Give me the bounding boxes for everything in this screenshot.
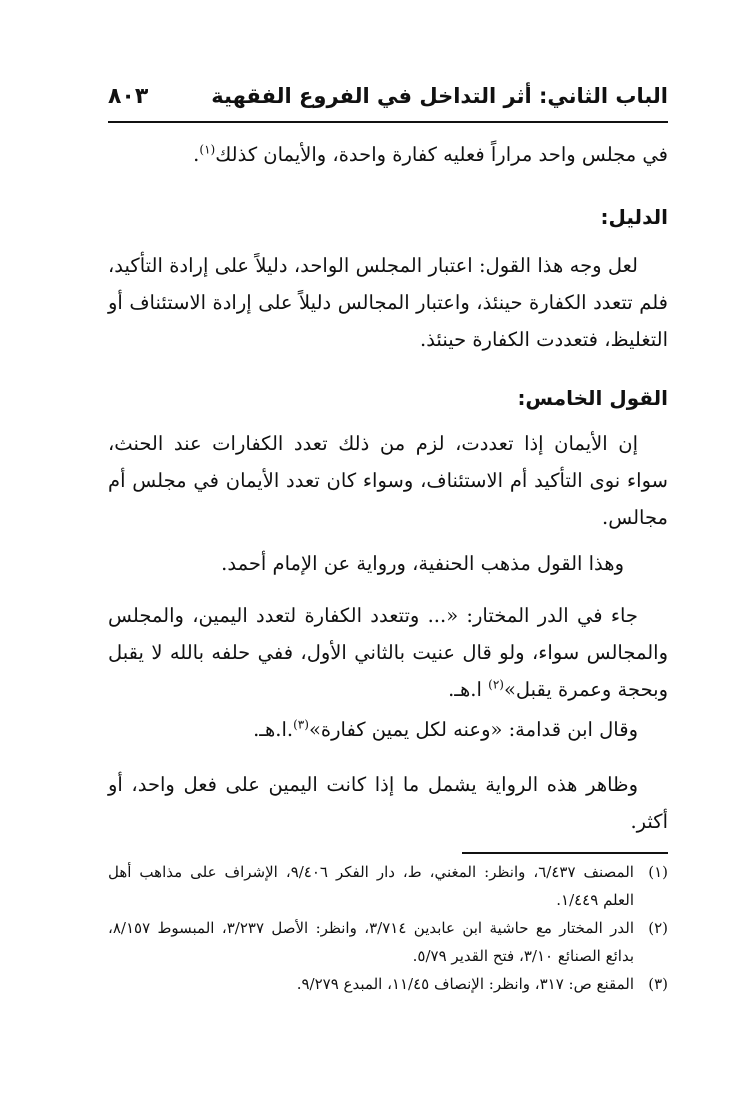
paragraph-text: في مجلس واحد مراراً فعليه كفارة واحدة، والأيمان كذلك: [215, 143, 668, 166]
footnote-number: (٢): [648, 919, 668, 937]
paragraph-riwaya: وظاهر هذه الرواية يشمل ما إذا كانت اليمين على فعل واحد، أو أكثر.: [108, 773, 668, 833]
running-header: [108, 78, 668, 114]
footnote-ref: (٢): [488, 677, 504, 692]
footnote-number: (٣): [648, 975, 668, 993]
footnote-3: [108, 970, 668, 998]
quote-end: ا.هـ.: [448, 678, 489, 701]
quote-end: .ا.هـ.: [253, 718, 294, 741]
footnote-ref: (١): [199, 142, 216, 157]
paragraph-end: .: [193, 143, 200, 166]
footnote-2: [108, 914, 668, 970]
quote-text: وقال ابن قدامة: «وعنه لكل يمين كفارة»: [308, 718, 638, 741]
footnote-text: المقنع ص: ٣١٧، وانظر: الإنصاف ١١/٤٥، المبدع ٩/٢٧٩.: [296, 975, 634, 993]
footnote-text: المصنف ٦/٤٣٧، وانظر: المغني، ط، دار الفكر ٩/٤٠٦، الإشراف على مذاهب أهل العلم ١/٤٤٩.: [108, 863, 634, 909]
paragraph-fifth-opinion: إن الأيمان إذا تعددت، لزم من ذلك تعدد الكفارات عند الحنث، سواء نوى التأكيد أم الاستئناف، وسواء كان تعدد الأيمان في مجلس أم مجالس.: [108, 432, 668, 529]
footnote-separator: [462, 852, 668, 854]
footnote-1: [108, 858, 668, 914]
chapter-title: الباب الثاني: أثر التداخل في الفروع الفقهية: [211, 84, 668, 108]
paragraph-quote-qudama: [108, 711, 668, 748]
footnote-ref: (٣): [293, 717, 309, 732]
paragraph-quote-durr: [108, 597, 668, 708]
footnote-text: الدر المختار مع حاشية ابن عابدين ٣/٧١٤، وانظر: الأصل ٣/٢٣٧، المبسوط ٨/١٥٧، بدائع الصنائع ٣/١٠، فتح القدير ٥/٧٩.: [108, 919, 634, 965]
page-number: ٨٠٣: [108, 83, 149, 109]
header-rule: [108, 121, 668, 123]
footnote-number: (١): [648, 863, 668, 881]
heading-fifth-opinion: القول الخامس:: [517, 386, 668, 410]
paragraph-madhhab: وهذا القول مذهب الحنفية، ورواية عن الإمام أحمد.: [221, 552, 624, 575]
paragraph-evidence: لعل وجه هذا القول: اعتبار المجلس الواحد، دليلاً على إرادة التأكيد، فلم تتعدد الكفارة حينئذ، واعتبار المجالس دليلاً على إرادة الاستئناف أو التغليظ، فتعددت الكفارة حينئذ.: [108, 254, 668, 351]
quote-text: جاء في الدر المختار: «... وتتعدد الكفارة لتعدد اليمين، والمجلس والمجالس سواء، ولو قال عنيت بالثاني الأول، ففي حلفه بالله لا يقبل وبحجة وعمرة يقبل»: [108, 604, 668, 701]
footnotes: [108, 858, 668, 998]
heading-evidence: الدليل:: [600, 205, 668, 229]
paragraph-continuation: [108, 136, 668, 173]
